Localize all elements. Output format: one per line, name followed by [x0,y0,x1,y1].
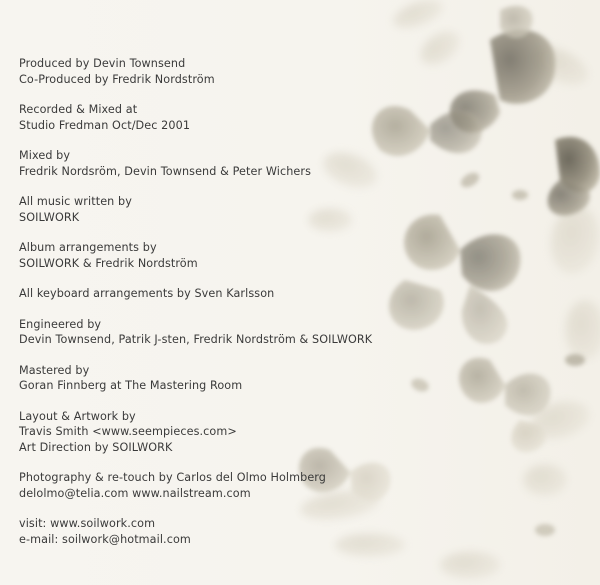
credit-keyboards [19,286,379,302]
credit-line: Co-Produced by Fredrik Nordström [19,72,215,86]
credit-line: Recorded & Mixed at [19,103,138,116]
credit-line: Mixed by [19,149,71,162]
credit-line: Devin Townsend, Patrik J-sten, Fredrik Nordström & SOILWORK [19,333,373,346]
credit-line: Art Direction by SOILWORK [19,440,173,454]
credit-line: Fredrik Nordsröm, Devin Townsend & Peter Wichers [19,164,312,178]
credit-line: Album arrangements by [19,241,157,254]
credit-produced [19,56,379,87]
credit-line: Goran Finnberg at The Mastering Room [19,379,243,392]
credit-line: delolmo@telia.com www.nailstream.com [19,486,251,500]
credit-photography [19,470,379,501]
credit-engineered [19,317,379,348]
credit-layout [19,409,379,456]
credit-recorded [19,102,379,133]
credit-line: Produced by Devin Townsend [19,57,186,70]
credit-line: Studio Fredman Oct/Dec 2001 [19,118,191,132]
credit-line: All music written by [19,195,132,208]
credit-line: All keyboard arrangements by Sven Karlsson [19,287,275,300]
credit-line: Mastered by [19,363,90,377]
credits-list [19,56,379,562]
credit-line: SOILWORK & Fredrik Nordström [19,256,198,270]
credit-line: e-mail: soilwork@hotmail.com [19,532,191,546]
credit-mixed [19,148,379,179]
credit-mastered [19,363,379,394]
credit-line: SOILWORK [19,210,80,224]
credit-arrangements [19,240,379,271]
credit-line: Photography & re-touch by Carlos del Olmo Holmberg [19,471,327,484]
credit-contact [19,516,379,547]
credit-line: Layout & Artwork by [19,409,136,423]
credit-line: Engineered by [19,317,102,331]
credit-music [19,194,379,225]
credit-line: Travis Smith <www.seempieces.com> [19,425,237,438]
credit-line: visit: www.soilwork.com [19,517,156,530]
